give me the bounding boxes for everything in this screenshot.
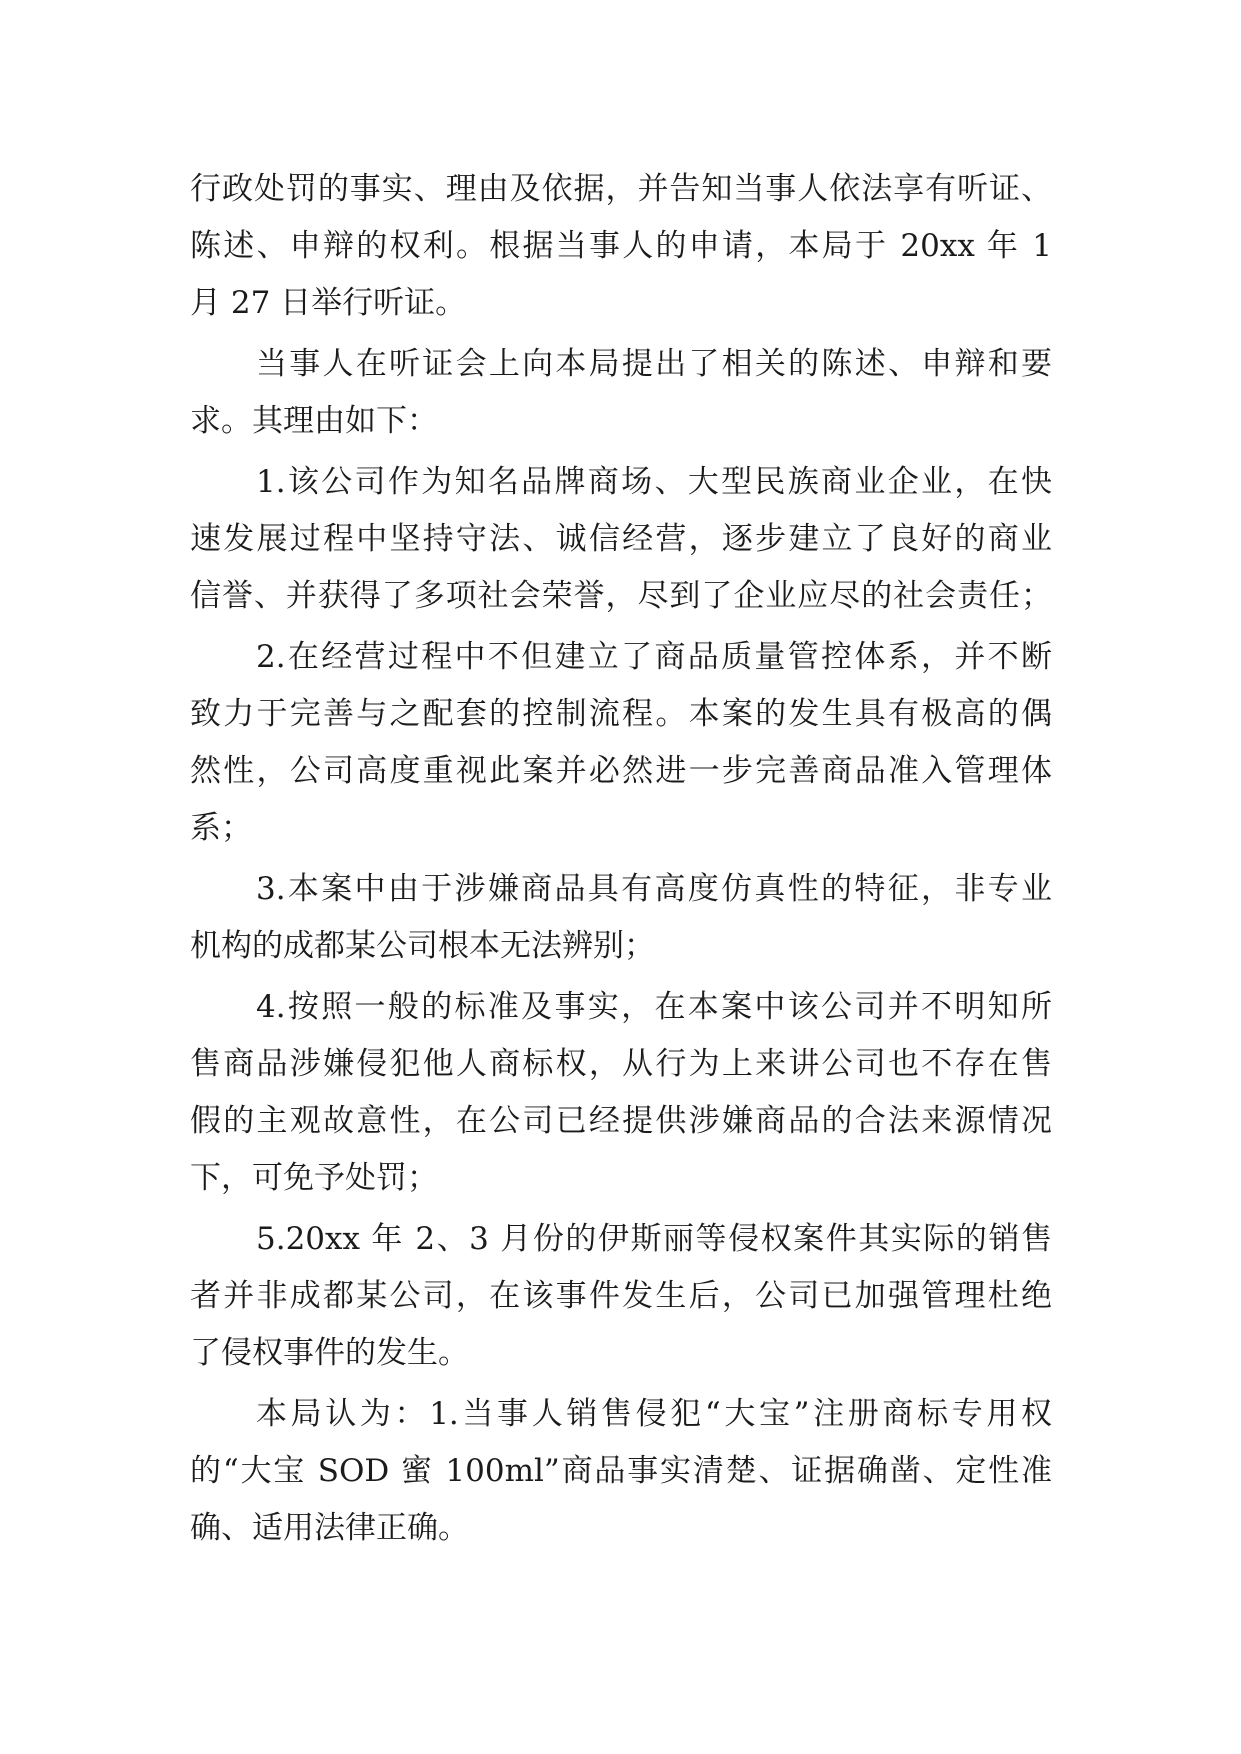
text-line: 的“大宝 SOD 蜜 100ml”商品事实清楚、证据确凿、定性准 [190, 1453, 1052, 1489]
text-line: 了侵权事件的发生。 [190, 1335, 469, 1371]
text-line: 确、适用法律正确。 [190, 1510, 469, 1546]
paragraph-party-statement [190, 336, 1052, 450]
text-line: 当事人在听证会上向本局提出了相关的陈述、申辩和要 [256, 346, 1052, 382]
paragraph-reason-1 [190, 454, 1052, 625]
text-line: 者并非成都某公司，在该事件发生后，公司已加强管理杜绝 [190, 1278, 1052, 1314]
paragraph-hearing-notice [190, 161, 1052, 332]
text-line: 假的主观故意性，在公司已经提供涉嫌商品的合法来源情况 [190, 1103, 1052, 1139]
text-line: 然性，公司高度重视此案并必然进一步完善商品准入管理体 [190, 753, 1052, 789]
text-line: 1.该公司作为知名品牌商场、大型民族商业企业，在快 [256, 464, 1052, 500]
text-line: 2.在经营过程中不但建立了商品质量管控体系，并不断 [256, 639, 1052, 675]
paragraph-reason-3 [190, 861, 1052, 975]
text-line: 致力于完善与之配套的控制流程。本案的发生具有极高的偶 [190, 696, 1052, 732]
text-line: 陈述、申辩的权利。根据当事人的申请，本局于 20xx 年 1 [190, 228, 1052, 264]
text-line: 求。其理由如下： [190, 403, 438, 439]
text-line: 行政处罚的事实、理由及依据，并告知当事人依法享有听证、 [190, 171, 1052, 207]
text-line: 机构的成都某公司根本无法辨别； [190, 928, 655, 964]
paragraph-bureau-finding [190, 1386, 1052, 1557]
text-line: 4.按照一般的标准及事实，在本案中该公司并不明知所 [256, 989, 1052, 1025]
paragraph-reason-5 [190, 1211, 1052, 1382]
text-line: 下，可免予处罚； [190, 1160, 438, 1196]
text-line: 3.本案中由于涉嫌商品具有高度仿真性的特征，非专业 [256, 871, 1052, 907]
paragraph-reason-4 [190, 979, 1052, 1207]
text-line: 速发展过程中坚持守法、诚信经营，逐步建立了良好的商业 [190, 521, 1052, 557]
document-body [190, 161, 1052, 1557]
text-line: 5.20xx 年 2、3 月份的伊斯丽等侵权案件其实际的销售 [256, 1221, 1052, 1257]
text-line: 售商品涉嫌侵犯他人商标权，从行为上来讲公司也不存在售 [190, 1046, 1052, 1082]
text-line: 系； [190, 810, 252, 846]
text-line: 月 27 日举行听证。 [190, 285, 467, 321]
text-line: 本局认为：1.当事人销售侵犯“大宝”注册商标专用权 [256, 1396, 1052, 1432]
text-line: 信誉、并获得了多项社会荣誉，尽到了企业应尽的社会责任； [190, 578, 1052, 614]
paragraph-reason-2 [190, 629, 1052, 857]
